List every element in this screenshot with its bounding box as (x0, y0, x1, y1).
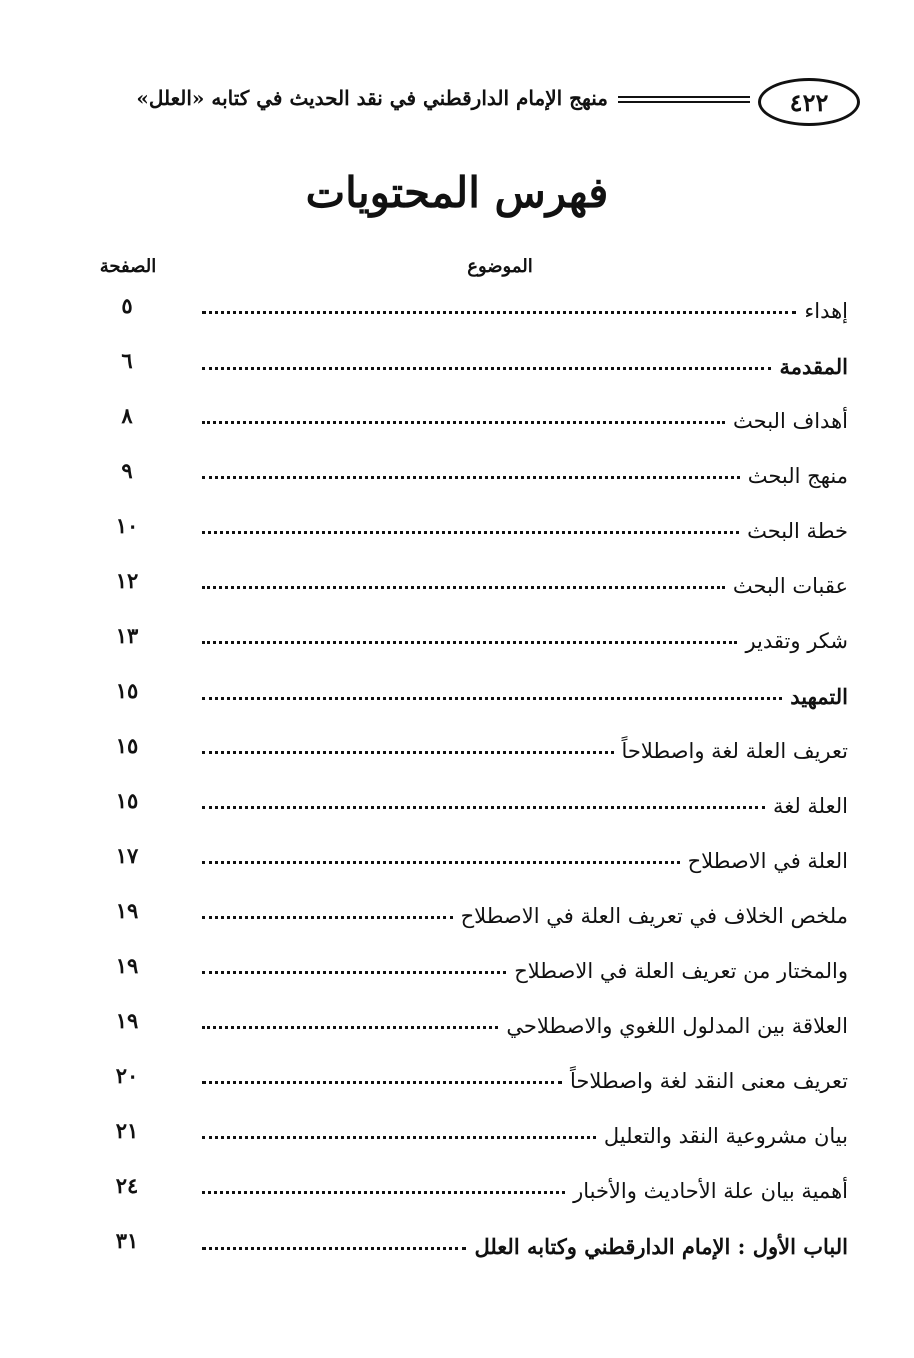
toc-entry (194, 1069, 848, 1093)
toc-page-number: ١٠ (115, 513, 139, 538)
page-number: ٤٢٢ (758, 78, 860, 126)
dot-leader (202, 367, 771, 370)
toc-page-number: ١٢ (115, 568, 139, 593)
toc-row (0, 1055, 914, 1110)
toc-row (0, 1165, 914, 1220)
dot-leader (202, 806, 765, 809)
toc-page-number: ٦ (121, 348, 133, 373)
toc-page-number: ١٣ (115, 623, 139, 648)
toc-entry-title: تعريف معنى النقد لغة واصطلاحاً (569, 1069, 848, 1093)
toc-page-number: ١٥ (115, 678, 139, 703)
dot-leader (202, 1136, 596, 1139)
toc-entry (194, 794, 848, 818)
page-title: فهرس المحتويات (305, 168, 609, 217)
toc-entry-title: بيان مشروعية النقد والتعليل (603, 1124, 848, 1148)
toc-entry-title: المقدمة (779, 354, 848, 379)
toc-entry-title: منهج البحث (747, 464, 848, 488)
running-title: منهج الإمام الدارقطني في نقد الحديث في كتابه «العلل» (136, 86, 608, 110)
toc-entry (194, 684, 848, 709)
toc-entry (194, 1179, 848, 1203)
dot-leader (202, 697, 782, 700)
toc-entry-title: خطة البحث (747, 519, 848, 543)
toc-page-number: ١٥ (115, 733, 139, 758)
toc-row (0, 670, 914, 725)
dot-leader (202, 861, 680, 864)
toc-entry (194, 1234, 848, 1259)
toc-row (0, 340, 914, 395)
toc-entry-title: الباب الأول : الإمام الدارقطني وكتابه العلل (474, 1234, 848, 1259)
toc-page-number: ١٩ (115, 898, 139, 923)
dot-leader (202, 1247, 466, 1250)
toc-entry-title: عقبات البحث (732, 574, 848, 598)
toc-entry (194, 464, 848, 488)
toc-row (0, 395, 914, 450)
toc-entry-title: العلة لغة (772, 794, 848, 818)
toc-page-number: ١٩ (115, 953, 139, 978)
toc-entry-title: العلة في الاصطلاح (687, 849, 848, 873)
dot-leader (202, 1026, 498, 1029)
dot-leader (202, 531, 739, 534)
toc-entry (194, 904, 848, 928)
header-rule (618, 96, 750, 108)
toc-page-number: ٢٠ (115, 1063, 139, 1088)
dot-leader (202, 916, 453, 919)
toc-entry (194, 1014, 848, 1038)
toc-entry-title: العلاقة بين المدلول اللغوي والاصطلاحي (506, 1014, 848, 1038)
dot-leader (202, 586, 725, 589)
toc-entry (194, 629, 848, 653)
toc-entry (194, 299, 848, 323)
toc-entry (194, 849, 848, 873)
toc-page-number: ١٩ (115, 1008, 139, 1033)
dot-leader (202, 751, 614, 754)
toc-row (0, 725, 914, 780)
toc-entry-title: أهداف البحث (733, 409, 848, 433)
toc-row (0, 945, 914, 1000)
toc-entry (194, 739, 848, 763)
toc-row (0, 450, 914, 505)
toc-entry-title: والمختار من تعريف العلة في الاصطلاح (514, 959, 848, 983)
toc-page-number: ٢١ (115, 1118, 139, 1143)
toc-entry-title: التمهيد (790, 684, 848, 709)
toc-entry-title: إهداء (804, 299, 848, 323)
toc-page-number: ٨ (121, 403, 133, 428)
toc-entry (194, 354, 848, 379)
toc-row (0, 835, 914, 890)
toc-page-number: ٥ (121, 293, 133, 318)
toc-entry (194, 519, 848, 543)
dot-leader (202, 311, 796, 314)
toc-entry (194, 574, 848, 598)
dot-leader (202, 1191, 565, 1194)
toc-row (0, 780, 914, 835)
toc-entry (194, 959, 848, 983)
column-header-page: الصفحة (99, 256, 157, 277)
toc-row (0, 1110, 914, 1165)
toc-list (0, 285, 914, 1275)
dot-leader (202, 476, 740, 479)
dot-leader (202, 641, 737, 644)
toc-row (0, 505, 914, 560)
toc-entry-title: تعريف العلة لغة واصطلاحاً (621, 739, 848, 763)
toc-row (0, 890, 914, 945)
column-header-topic: الموضوع (467, 256, 533, 277)
toc-entry-title: أهمية بيان علة الأحاديث والأخبار (573, 1179, 848, 1203)
toc-entry-title: شكر وتقدير (745, 629, 848, 653)
dot-leader (202, 1081, 562, 1084)
dot-leader (202, 421, 725, 424)
toc-page-number: ١٧ (115, 843, 139, 868)
toc-entry-title: ملخص الخلاف في تعريف العلة في الاصطلاح (460, 904, 848, 928)
toc-page-number: ٣١ (115, 1228, 139, 1253)
toc-row (0, 615, 914, 670)
toc-row (0, 285, 914, 340)
toc-row (0, 1220, 914, 1275)
toc-entry (194, 409, 848, 433)
toc-page-number: ١٥ (115, 788, 139, 813)
toc-row (0, 560, 914, 615)
toc-page-number: ٩ (121, 458, 133, 483)
toc-entry (194, 1124, 848, 1148)
toc-page-number: ٢٤ (115, 1173, 139, 1198)
running-header (60, 78, 860, 128)
dot-leader (202, 971, 506, 974)
toc-row (0, 1000, 914, 1055)
